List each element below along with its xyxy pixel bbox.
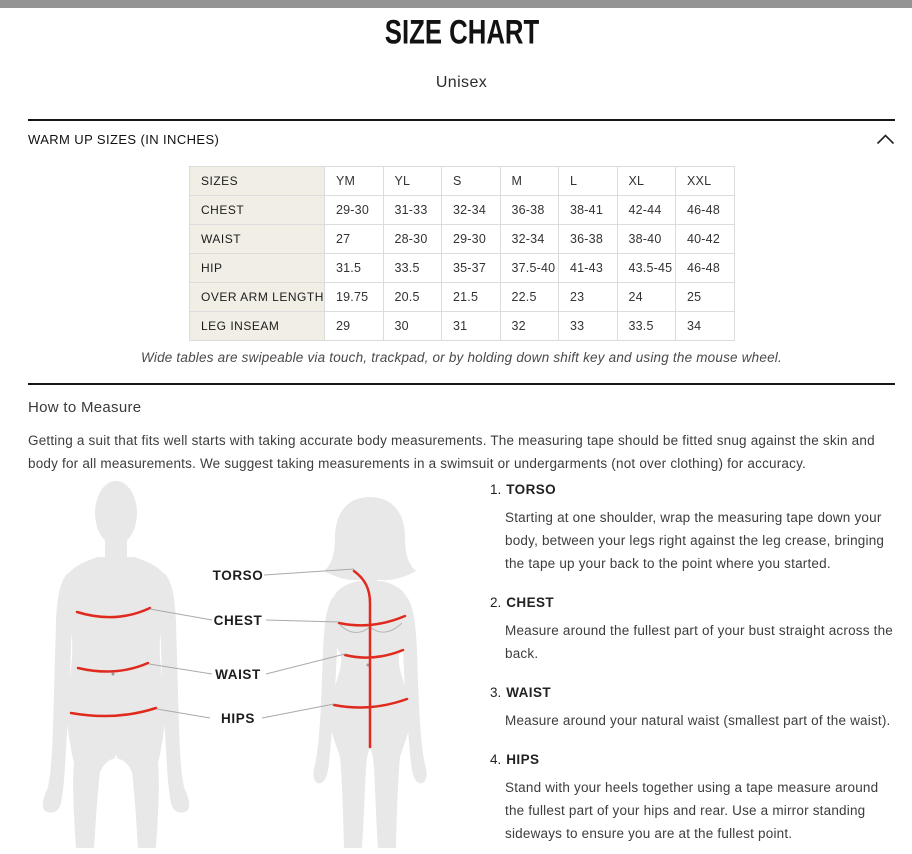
cell: 21.5	[442, 283, 501, 312]
cell: 31.5	[325, 254, 384, 283]
step-label: CHEST	[506, 595, 555, 610]
accordion-title: WARM UP SIZES (IN INCHES)	[28, 132, 220, 147]
step-heading-hips	[490, 752, 893, 767]
cell: 31	[442, 312, 501, 341]
top-scrollbar[interactable]	[0, 0, 912, 8]
cell: 40-42	[676, 225, 735, 254]
cell: 19.75	[325, 283, 384, 312]
cell: 38-41	[559, 196, 618, 225]
cell: 29	[325, 312, 384, 341]
cell: 23	[559, 283, 618, 312]
male-navel	[112, 673, 115, 676]
cell: 22.5	[500, 283, 559, 312]
size-table	[189, 166, 735, 341]
diagram-label-hips: HIPS	[221, 711, 255, 726]
row-label: LEG INSEAM	[190, 312, 325, 341]
size-table-scroll-area[interactable]	[189, 166, 734, 341]
how-to-measure-intro: Getting a suit that fits well starts with taking accurate body measurements. The measuring tape should be fitted snug against the skin and body for all measurements. We suggest taking measurements in a swimsuit or undergarments (not over clothing) for accuracy.	[28, 433, 875, 471]
col-header: S	[442, 167, 501, 196]
cell: 42-44	[617, 196, 676, 225]
cell: 24	[617, 283, 676, 312]
step-heading-chest	[490, 595, 893, 610]
cell: 36-38	[500, 196, 559, 225]
step-number: 3.	[490, 685, 502, 700]
cell: 20.5	[383, 283, 442, 312]
step-heading-torso	[490, 482, 893, 497]
swipe-hint-caption: Wide tables are swipeable via touch, trackpad, or by holding down shift key and using the mouse wheel.	[141, 350, 782, 365]
male-body	[64, 557, 167, 848]
diagram-label-torso: TORSO	[212, 568, 264, 583]
step-heading-waist	[490, 685, 893, 700]
col-header: XXL	[676, 167, 735, 196]
how-to-measure-heading: How to Measure	[28, 399, 142, 416]
divider	[28, 383, 895, 385]
step-description-torso: Starting at one shoulder, wrap the measuring tape down your body, between your legs right against the leg crease, bringing the tape up your back to the point where you started.	[505, 510, 885, 571]
step-number: 4.	[490, 752, 502, 767]
diagram-label-chest: CHEST	[213, 613, 263, 628]
cell: 32	[500, 312, 559, 341]
row-label: WAIST	[190, 225, 325, 254]
cell: 41-43	[559, 254, 618, 283]
row-label: HIP	[190, 254, 325, 283]
table-row-over-arm-length	[190, 283, 735, 312]
cell: 29-30	[325, 196, 384, 225]
cell: 28-30	[383, 225, 442, 254]
row-label: CHEST	[190, 196, 325, 225]
step-description-waist: Measure around your natural waist (smallest part of the waist).	[505, 713, 891, 728]
cell: 46-48	[676, 196, 735, 225]
cell: 32-34	[442, 196, 501, 225]
accordion-header-warm-up-sizes[interactable]	[28, 121, 895, 153]
table-row-hip	[190, 254, 735, 283]
measurement-diagram	[28, 477, 490, 854]
step-label: HIPS	[506, 752, 540, 767]
col-header: M	[500, 167, 559, 196]
cell: 25	[676, 283, 735, 312]
step-description-chest: Measure around the fullest part of your bust straight across the back.	[505, 623, 893, 661]
cell: 35-37	[442, 254, 501, 283]
cell: 37.5-40	[500, 254, 559, 283]
cell: 33.5	[617, 312, 676, 341]
cell: 31-33	[383, 196, 442, 225]
table-row-waist	[190, 225, 735, 254]
cell: 32-34	[500, 225, 559, 254]
chevron-up-icon[interactable]	[876, 134, 895, 145]
female-left-arm	[313, 597, 338, 783]
diagram-label-waist: WAIST	[215, 667, 261, 682]
cell: 33.5	[383, 254, 442, 283]
cell: 33	[559, 312, 618, 341]
cell: 30	[383, 312, 442, 341]
cell: 34	[676, 312, 735, 341]
body-silhouettes-figure	[28, 477, 488, 849]
table-row-chest	[190, 196, 735, 225]
cell: 36-38	[559, 225, 618, 254]
col-header: XL	[617, 167, 676, 196]
col-header: YM	[325, 167, 384, 196]
table-header-row	[190, 167, 735, 196]
row-label: OVER ARM LENGTH	[190, 283, 325, 312]
cell: 27	[325, 225, 384, 254]
cell: 43.5-45	[617, 254, 676, 283]
cell: 29-30	[442, 225, 501, 254]
measure-steps-list	[490, 477, 895, 854]
step-number: 2.	[490, 595, 502, 610]
female-right-arm	[402, 597, 427, 783]
col-header-sizes: SIZES	[190, 167, 325, 196]
col-header: L	[559, 167, 618, 196]
step-description-hips: Stand with your heels together using a tape measure around the fullest part of your hips and rear. Use a mirror standing sideways to ensure you are at the fullest point.	[505, 780, 879, 841]
step-label: WAIST	[506, 685, 552, 700]
page-subtitle: Unisex	[435, 74, 488, 91]
cell: 38-40	[617, 225, 676, 254]
cell: 46-48	[676, 254, 735, 283]
page-title: SIZE CHART	[384, 12, 539, 51]
step-label: TORSO	[506, 482, 557, 497]
step-number: 1.	[490, 482, 502, 497]
male-neck	[105, 531, 127, 559]
table-row-leg-inseam	[190, 312, 735, 341]
col-header: YL	[383, 167, 442, 196]
size-chart-page	[0, 13, 912, 854]
